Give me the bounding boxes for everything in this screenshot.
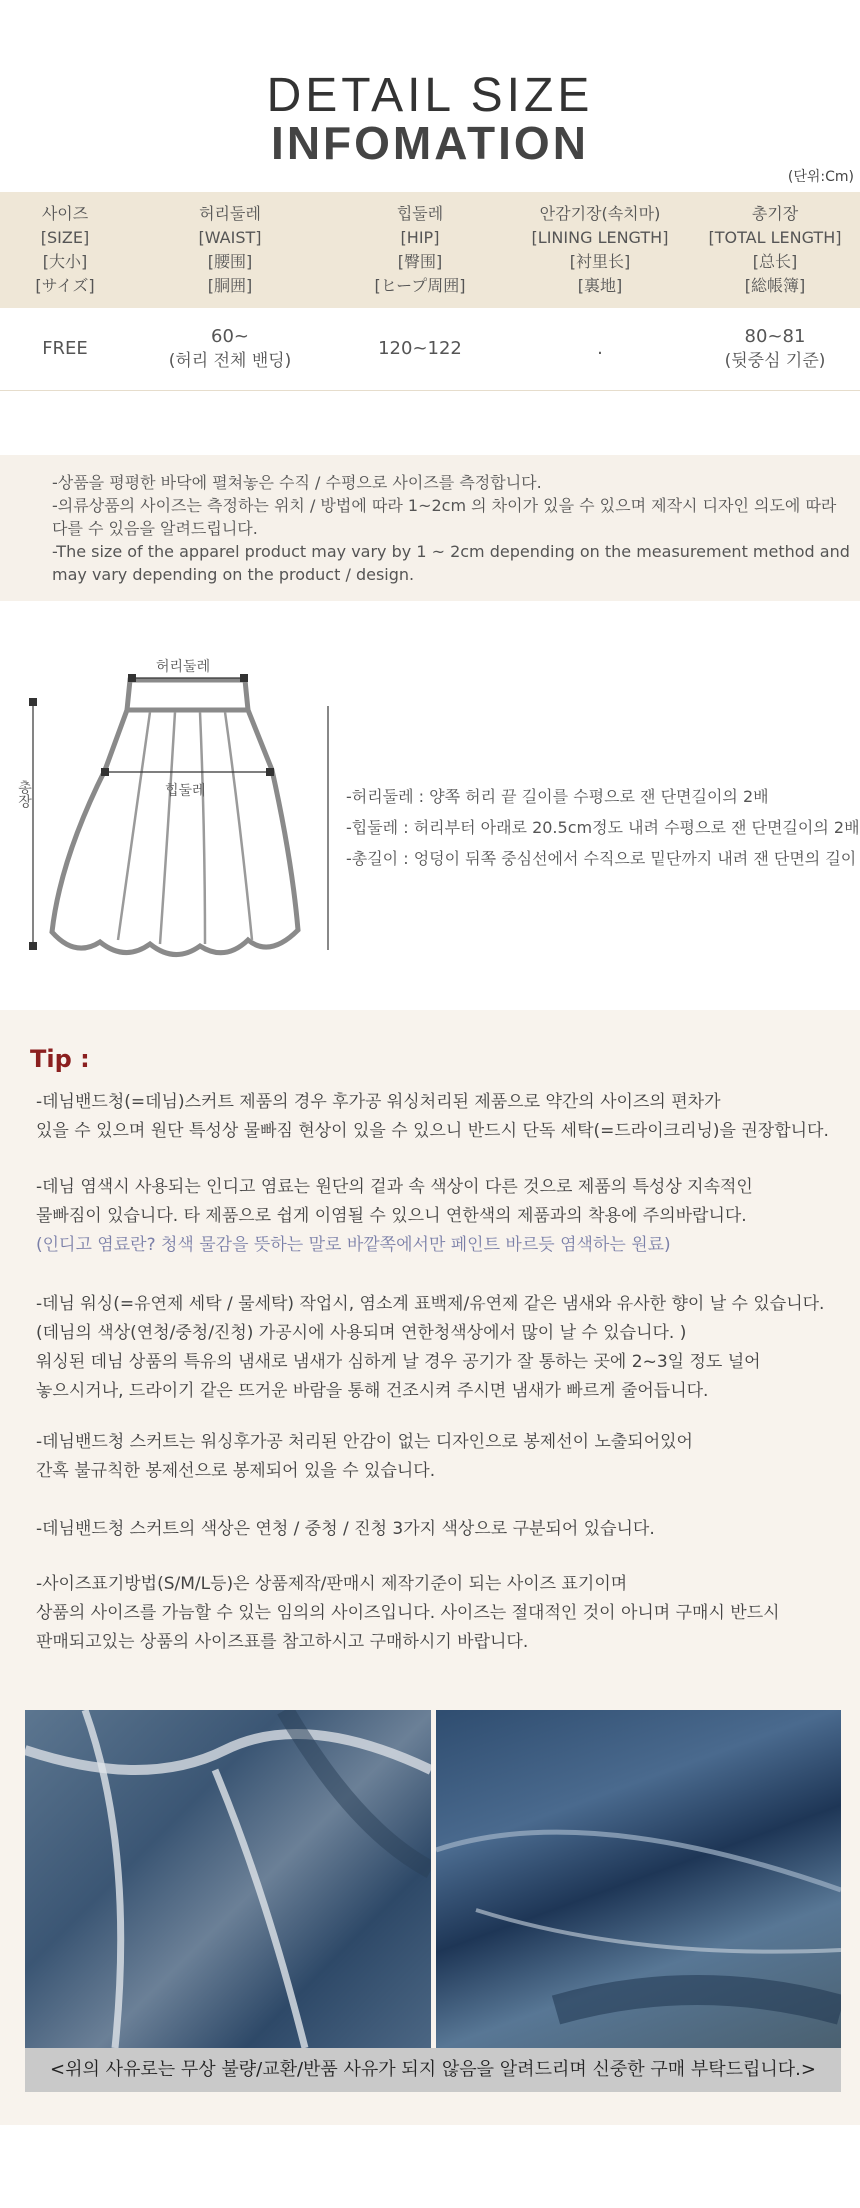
diagram-label-waist: 허리둘레 — [156, 659, 211, 675]
notice-line: -The size of the apparel product may vary by 1 ~ 2cm depending on the measurement method and — [52, 542, 850, 561]
tip-block: -데님밴드청 스커트의 색상은 연청 / 중청 / 진청 3가지 색상으로 구분되어 있습니다. — [36, 1519, 655, 1539]
table-row — [0, 308, 860, 390]
tip-block: -사이즈표기방법(S/M/L등)은 상품제작/판매시 제작기준이 되는 사이즈 표기이며 상품의 사이즈를 가늠할 수 있는 임의의 사이즈입니다. 사이즈는 절대적인 것이 아니며 구매시 반드시 판매되고있는 상품의 사이즈표를 참고하시고 구매하시기 바랍니다. — [36, 1574, 780, 1652]
tip-block: -데님밴드청(=데님)스커트 제품의 경우 후가공 워싱처리된 제품으로 약간의 사이즈의 편차가 있을 수 있으며 원단 특성상 물빠짐 현상이 있을 수 있으니 반드시 단독 세탁(=드라이크리닝)을 권장합니다. — [36, 1092, 829, 1141]
page-title: DETAIL SIZE — [266, 69, 594, 122]
cell-total-length: 80~81 (뒷중심 기준) — [690, 308, 860, 390]
diagram-desc-hip: -힙둘레 : 허리부터 아래로 20.5cm정도 내려 수평으로 잰 단면길이의 2배 — [346, 818, 860, 837]
header — [0, 0, 860, 190]
notice-line: 다를 수 있음을 알려드립니다. — [52, 519, 258, 538]
size-table — [0, 192, 860, 391]
cell-hip: 120~122 — [330, 308, 510, 390]
cell-lining-length: . — [510, 308, 690, 390]
denim-waistband-photo — [25, 1710, 431, 2048]
tip-title: Tip : — [30, 1045, 90, 1073]
size-table-header-row — [0, 192, 860, 308]
header-cell-lining-length: 안감기장(속치마) [LINING LENGTH] [衬里长] [裏地] — [510, 192, 690, 308]
tip-block: -데님 염색시 사용되는 인디고 염료는 원단의 겉과 속 색상이 다른 것으로 제품의 특성상 지속적인 물빠짐이 있습니다. 타 제품으로 쉽게 이염될 수 있으니 연한색의 제품과의 착용에 주의바랍니다. (인디고 염료란? 청색 물감을 뜻하는 말로 바깥쪽에서만 페인트 바르듯 염색하는 원료) — [36, 1177, 753, 1255]
diagram-label-total: 총장 — [16, 780, 32, 808]
notice-line: -의류상품의 사이즈는 측정하는 위치 / 방법에 따라 1~2cm 의 차이가 있을 수 있으며 제작시 디자인 의도에 따라 — [52, 496, 837, 515]
header-cell-size: 사이즈 [SIZE] [大小] [サイズ] — [0, 192, 130, 308]
skirt-illustration — [0, 640, 340, 980]
denim-hem-photo — [436, 1710, 841, 2048]
notice-line: may vary depending on the product / design. — [52, 565, 415, 584]
diagram-desc-total: -총길이 : 엉덩이 뒤쪽 중심선에서 수직으로 밑단까지 내려 잰 단면의 길이 — [346, 849, 857, 868]
header-cell-hip: 힙둘레 [HIP] [臀围] [ヒープ周囲] — [330, 192, 510, 308]
cell-size: FREE — [0, 308, 130, 390]
notice-line: -상품을 평평한 바닥에 펼쳐놓은 수직 / 수평으로 사이즈를 측정합니다. — [52, 473, 542, 492]
header-cell-total-length: 총기장 [TOTAL LENGTH] [总长] [総帳簿] — [690, 192, 860, 308]
tip-block: -데님 워싱(=유연제 세탁 / 물세탁) 작업시, 염소계 표백제/유연제 같은 냄새와 유사한 향이 날 수 있습니다. (데님의 색상(연청/중청/진청) 가공시에 사용되며 연한청색상에서 많이 날 수 있습니다. ) 워싱된 데님 상품의 특유의 냄새로 냄새가 심하게 날 경우 공기가 잘 통하는 곳에 2~3일 정도 널어 놓으시거나, 드라이기 같은 뜨거운 바람을 통해 건조시켜 주시면 냄새가 빠르게 줄어듭니다. — [36, 1294, 825, 1401]
page-subtitle: INFOMATION — [271, 117, 589, 169]
diagram-label-hip: 힙둘레 — [165, 783, 206, 799]
photo-caption: <위의 사유로는 무상 불량/교환/반품 사유가 되지 않음을 알려드리며 신중한 구매 부탁드립니다.> — [25, 2048, 841, 2092]
unit-note: (단위:Cm) — [787, 169, 854, 185]
tip-block: -데님밴드청 스커트는 워싱후가공 처리된 안감이 없는 디자인으로 봉제선이 노출되어있어 간혹 불규칙한 봉제선으로 봉제되어 있을 수 있습니다. — [36, 1432, 693, 1481]
diagram-desc-waist: -허리둘레 : 양쪽 허리 끝 길이를 수평으로 잰 단면길이의 2배 — [346, 787, 769, 806]
measurement-notice — [0, 455, 860, 601]
header-cell-waist: 허리둘레 [WAIST] [腰围] [胴囲] — [130, 192, 330, 308]
skirt-measurement-diagram — [0, 640, 860, 980]
cell-waist: 60~ (허리 전체 밴딩) — [130, 308, 330, 390]
